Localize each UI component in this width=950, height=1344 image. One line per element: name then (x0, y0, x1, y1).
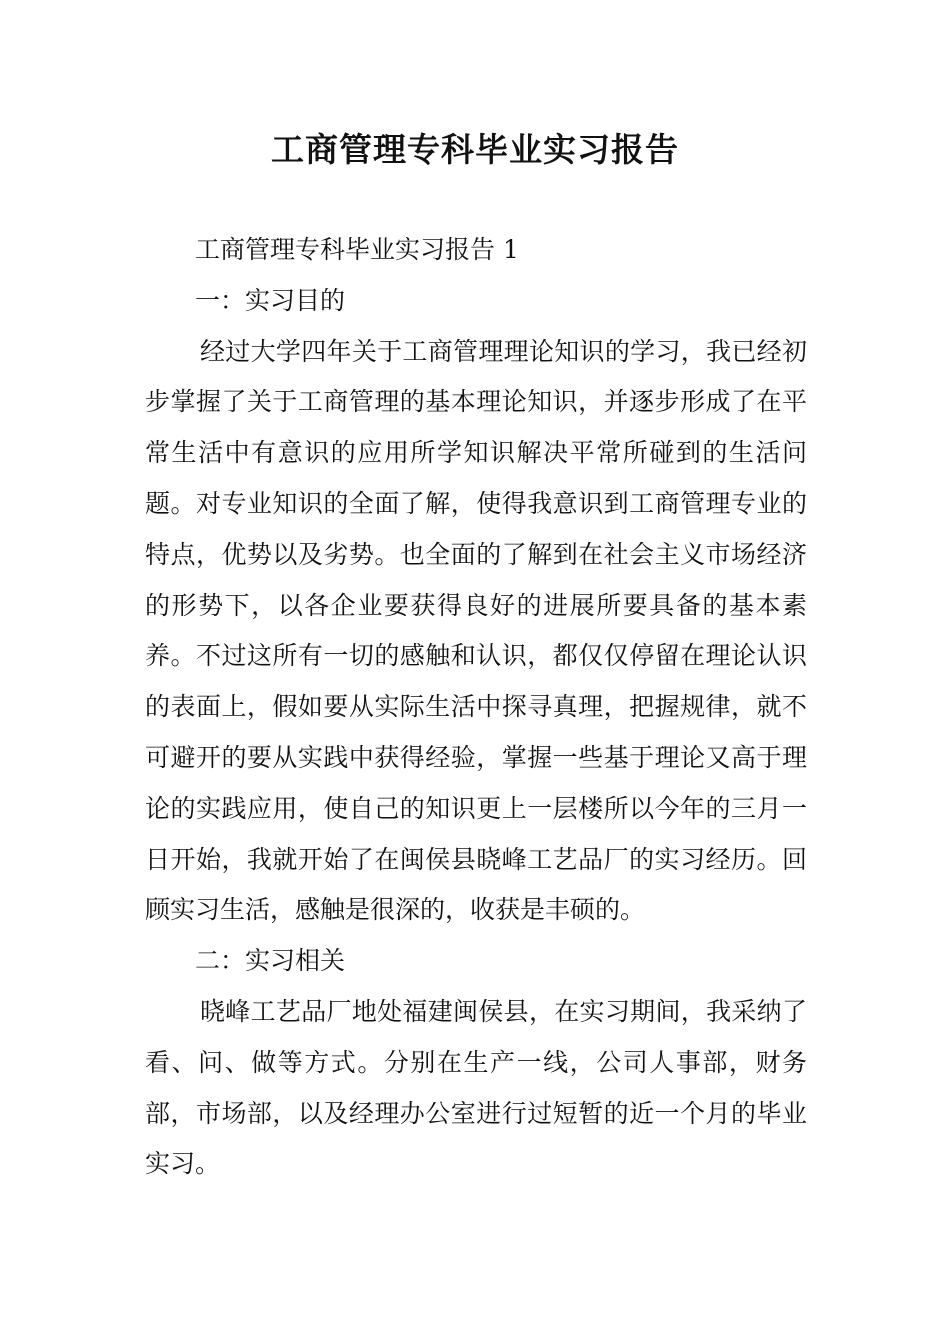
report-subtitle: 工商管理专科毕业实习报告 1 (195, 235, 519, 264)
document-title: 工商管理专科毕业实习报告 (271, 130, 679, 169)
document-body (145, 225, 807, 1190)
paragraph-related: 晓峰工艺品厂地处福建闽侯县，在实习期间，我采纳了看、问、做等方式。分别在生产一线，公司人事部，财务部，市场部，以及经理办公室进行过短暂的近一个月的毕业实习。 (145, 996, 807, 1179)
section-heading-related: 二：实习相关 (195, 946, 346, 976)
section-heading-purpose: 一：实习目的 (195, 285, 346, 315)
paragraph-purpose: 经过大学四年关于工商管理理论知识的学习，我已经初步掌握了关于工商管理的基本理论知识，并逐步形成了在平常生活中有意识的应用所学知识解决平常所碰到的生活问题。对专业知识的全面了解，使得我意识到工商管理专业的特点，优势以及劣势。也全面的了解到在社会主义市场经济的形势下，以各企业要获得良好的进展所要具备的基本素养。不过这所有一切的感触和认识，都仅仅停留在理论认识的表面上，假如要从实际生活中探寻真理，把握规律，就不可避开的要从实践中获得经验，掌握一些基于理论又高于理论的实践应用，使自己的知识更上一层楼所以今年的三月一日开始，我就开始了在闽侯县晓峰工艺品厂的实习经历。回顾实习生活，感触是很深的，收获是丰硕的。 (145, 336, 807, 925)
